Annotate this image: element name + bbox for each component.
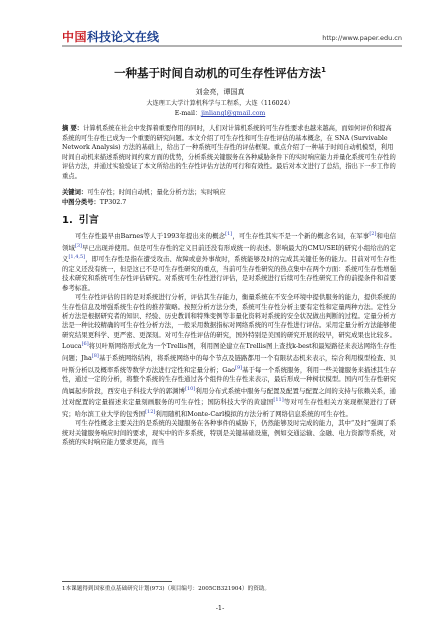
- keywords: [62, 188, 396, 198]
- footnote: 1本课题得到国家重点基础研究计划(973)（项目编号：2005CB321904）的资助。: [62, 586, 271, 592]
- keywords-label: 关键词：: [62, 189, 88, 196]
- citation-ref[interactable]: [1]: [225, 231, 233, 237]
- section-heading: [62, 211, 99, 226]
- footnote-divider: [62, 581, 172, 582]
- clc-text: TP302.7: [99, 199, 127, 206]
- p2-text: 可生存性评估的目的是对系统进行分析，评估其生存能力，衡量系统在不安全环境中提供服务的能力，提供系统的生存性信息及增强系统生存性的推荐策略。按照分析方法分类，系统可生存性分析主要有定性和定量两种方法。定性分析方法是根据研究者的知识、经验、历史教训和特殊变例等非量化资料对系统的安全状况做出判断的过程。定量分析方法是一种比较精确的可生存性分析方法，一般采用数据指标对网络系统的可生存性进行评估。采用定量分析方法能够使研究结果更科学、更严密、更深刻。对可生存性评估的研究，国外特别是美国的研究开展的较早，研究成果也比较多。Louca: [62, 293, 396, 351]
- clc-number: [62, 198, 396, 208]
- p1-text: ，即可生存性是指在遭受攻击、故障或意外事故时，系统能够及时的完成其关键任务的能力。目前对可生存性的定义还没有统一，但是这已不是可生存性研究的重点，当前可生存性研究的热点集中在两个方面：系统可生存性增强技术研究和系统可生存性评估研究。对系统可生存性进行评估，是对系统进行后续可生存性研究工作的前提条件和首要参考标准。: [62, 255, 397, 292]
- p2-text: 利用分布式系统中服务与配置及配置与配置之间的支持与依赖关系，通过对配置的定量描述来定量刻画服务的可生存性；国防科技大学的黄建国: [62, 386, 397, 407]
- author-affiliation: 大连理工大学计算机科学与工程系，大连（116024）: [146, 100, 294, 107]
- p2-text: 基于每一个系统服务，利用一些关键服务来描述其生存性，通过一定的分析，将整个系统的生存性通过各个组件的生存性来表示，最后形成一种树状模型。国内可生存性研究尚属起步阶段，西安电子科技大学的郭渊博: [62, 365, 396, 395]
- citation-ref[interactable]: [10]: [185, 385, 196, 392]
- p2-text: 将贝叶斯网络形式化为一个Trellis图，利用图论建立在Trellis图上查找k-best和最短路径来表达网络生存性问题；Jha: [62, 342, 396, 363]
- citation-ref[interactable]: [8]: [91, 352, 99, 359]
- body-paragraph-2: [62, 293, 396, 419]
- p1-text: 早已出现并使用。但是可生存性的定义目前还没有形成统一的表述。影响最大的CMU/SEI的研究小组给出的定义: [62, 243, 396, 264]
- author-list: 刘金亮，谭国真: [195, 88, 245, 96]
- citation-ref[interactable]: [6]: [81, 341, 89, 348]
- abstract: [62, 124, 396, 182]
- site-url[interactable]: http://www.paper.edu.cn: [322, 34, 402, 42]
- paper-title: [0, 65, 440, 81]
- paper-title-text: 一种基于时间自动机的可生存性评估方法: [114, 66, 322, 80]
- page-number: -1-: [215, 604, 225, 612]
- p1-text: 和电信领域: [62, 232, 396, 252]
- email-link[interactable]: jinliangl@gmail.com: [201, 110, 266, 117]
- title-footnote-mark: 1: [321, 66, 326, 75]
- p2-text: 利用随机和Monte-Carl模拟的方法分析了网络信息系统的可生存性。: [155, 409, 352, 418]
- logo-rest-text: 科技论文在线: [87, 30, 160, 44]
- p1-text: 可生存性最早由Barnes等人于1993年提出来的概念: [75, 232, 226, 241]
- p2-text: 基于系统网络结构，将系统网络中的每个节点及链路都用一个有限状态机来表示，综合利用模型检查、贝叶斯分析以及概率系统等数学方法进行定性和定量分析；Gao: [62, 354, 396, 374]
- section-title: 引言: [78, 215, 99, 226]
- site-logo[interactable]: [62, 28, 159, 45]
- p3-text: 可生存性概念主要关注的是系统的关键服务在各种事件的威胁下，仍然能够及时完成的能力，其中“及时”强调了系统对关键服务响应时间的要求，现实中的许多系统，特别是关键基础设施，例如交通运输、金融、电力资源等系统，对系统的实时响应能力要求更高，而当: [62, 419, 396, 447]
- citation-ref[interactable]: [9]: [235, 364, 243, 371]
- author-email: [0, 108, 440, 117]
- abstract-text: 计算机系统在社会中发挥着重要作用的同时，人们对计算机系统的可生存性要求也越来越高，而如何评价和提高系统的可生存性已成为一个重要的研究问题。本文介绍了可生存性和可生存性评估的基本概念，在 SNA (Survivable Network Analysis) 方法的基础上，给出了一种系统可生存性的评估框架。重点介绍了一种基于时间自动机模型，利用时间自动机来描述系统时间约束方面的优势，分析系统关键服务在各种威胁条件下的实时响应能力并量化系统可生存性的评估方法，并通过实验验证了本文所给出的生存性评估方法的可行和有效性。最后对本文进行了总结，指出下一步工作的重点。: [62, 125, 396, 180]
- body-paragraph-3: [62, 419, 396, 447]
- abstract-label: 摘 要：: [62, 125, 84, 132]
- header-divider: [62, 45, 402, 47]
- citation-ref[interactable]: [1,4,5]: [68, 254, 86, 261]
- citation-ref[interactable]: [2]: [369, 231, 377, 237]
- p1-text: ，可生存性其实不是一个新的概念名词，在军事: [232, 232, 370, 241]
- body-paragraph-1: [62, 230, 396, 293]
- logo-cn-text: 中国: [62, 30, 88, 44]
- site-header: [0, 0, 440, 58]
- citation-ref[interactable]: [12]: [145, 408, 156, 415]
- clc-label: 中图分类号：: [62, 199, 100, 206]
- citation-ref[interactable]: [11]: [273, 397, 284, 404]
- email-label: E-mail：: [174, 110, 202, 117]
- p2-text: 等对可生存性相关方案现框架进行了研究；哈尔滨工业大学的包秀国: [62, 398, 397, 418]
- keywords-text: 可生存性；时间自动机；量化分析方法；实时响应: [87, 189, 226, 196]
- section-number: 1.: [62, 215, 73, 226]
- body-text: [62, 230, 396, 448]
- citation-ref[interactable]: [3]: [74, 242, 82, 249]
